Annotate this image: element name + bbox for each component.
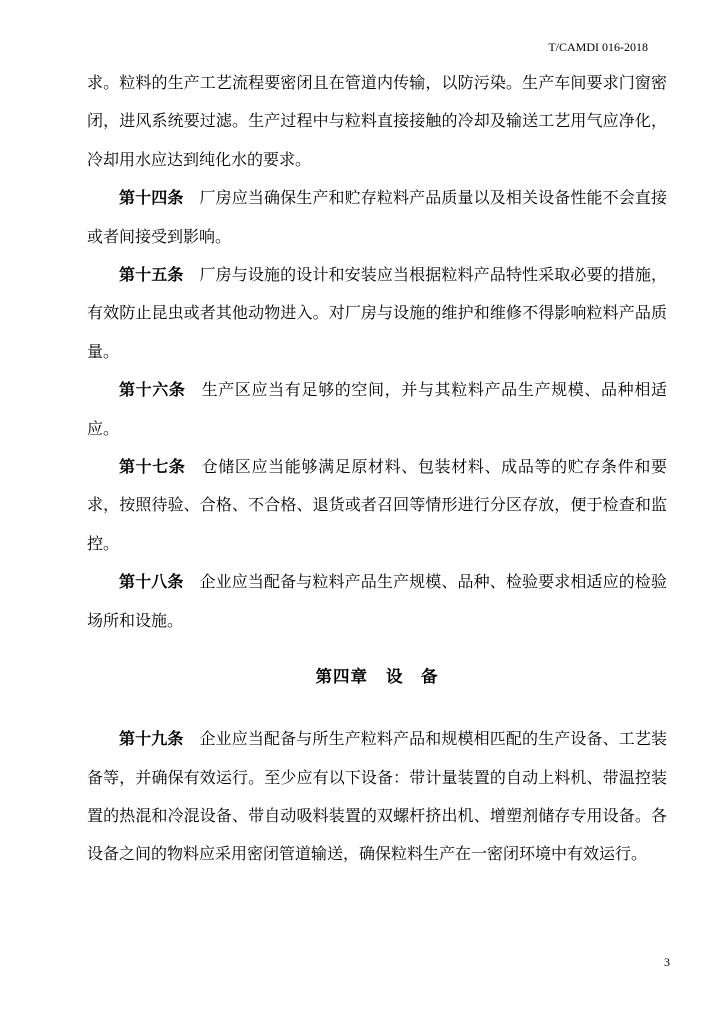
paragraph-continued [87, 64, 667, 179]
article-number: 第十七条 [119, 457, 186, 477]
document-number-header: T/CAMDI 016-2018 [548, 40, 648, 54]
article-number: 第十八条 [119, 572, 184, 592]
article-text: 厂房应当确保生产和贮存粒料产品质量以及相关设备性能不会直接或者间接受到影响。 [87, 188, 667, 246]
paragraph-text: 求。粒料的生产工艺流程要密闭且在管道内传输，以防污染。生产车间要求门窗密闭，进风系统要过滤。生产过程中与粒料直接接触的冷却及输送工艺用气应净化，冷却用水应达到纯化水的要求。 [87, 73, 667, 169]
chapter-heading [87, 658, 667, 696]
article-15 [87, 256, 667, 371]
article-18 [87, 563, 667, 640]
article-14 [87, 179, 667, 256]
article-number: 第十九条 [119, 729, 184, 749]
article-text: 厂房与设施的设计和安装应当根据粒料产品特性采取必要的措施，有效防止昆虫或者其他动物进入。对厂房与设施的维护和维修不得影响粒料产品质量。 [87, 265, 667, 361]
article-text: 企业应当配备与所生产粒料产品和规模相匹配的生产设备、工艺装备等，并确保有效运行。至少应有以下设备：带计量装置的自动上料机、带温控装置的热混和冷混设备、带自动吸料装置的双螺杆挤出机、增塑剂储存专用设备。各设备之间的物料应采用密闭管道输送，确保粒料生产在一密闭环境中有效运行。 [87, 729, 667, 864]
page-number: 3 [664, 955, 670, 969]
article-text: 生产区应当有足够的空间，并与其粒料产品生产规模、品种相适应。 [87, 380, 667, 438]
chapter-number: 第四章 [315, 667, 368, 687]
article-number: 第十六条 [119, 380, 186, 400]
article-text: 仓储区应当能够满足原材料、包装材料、成品等的贮存条件和要求，按照待验、合格、不合格、退货或者召回等情形进行分区存放，便于检查和监控。 [87, 457, 667, 553]
article-number: 第十五条 [119, 265, 184, 285]
article-17 [87, 448, 667, 563]
article-19 [87, 720, 667, 874]
article-16 [87, 371, 667, 448]
chapter-title: 设 备 [386, 667, 439, 687]
article-text: 企业应当配备与粒料产品生产规模、品种、检验要求相适应的检验场所和设施。 [87, 572, 667, 630]
article-number: 第十四条 [119, 188, 184, 208]
document-body [87, 64, 667, 874]
